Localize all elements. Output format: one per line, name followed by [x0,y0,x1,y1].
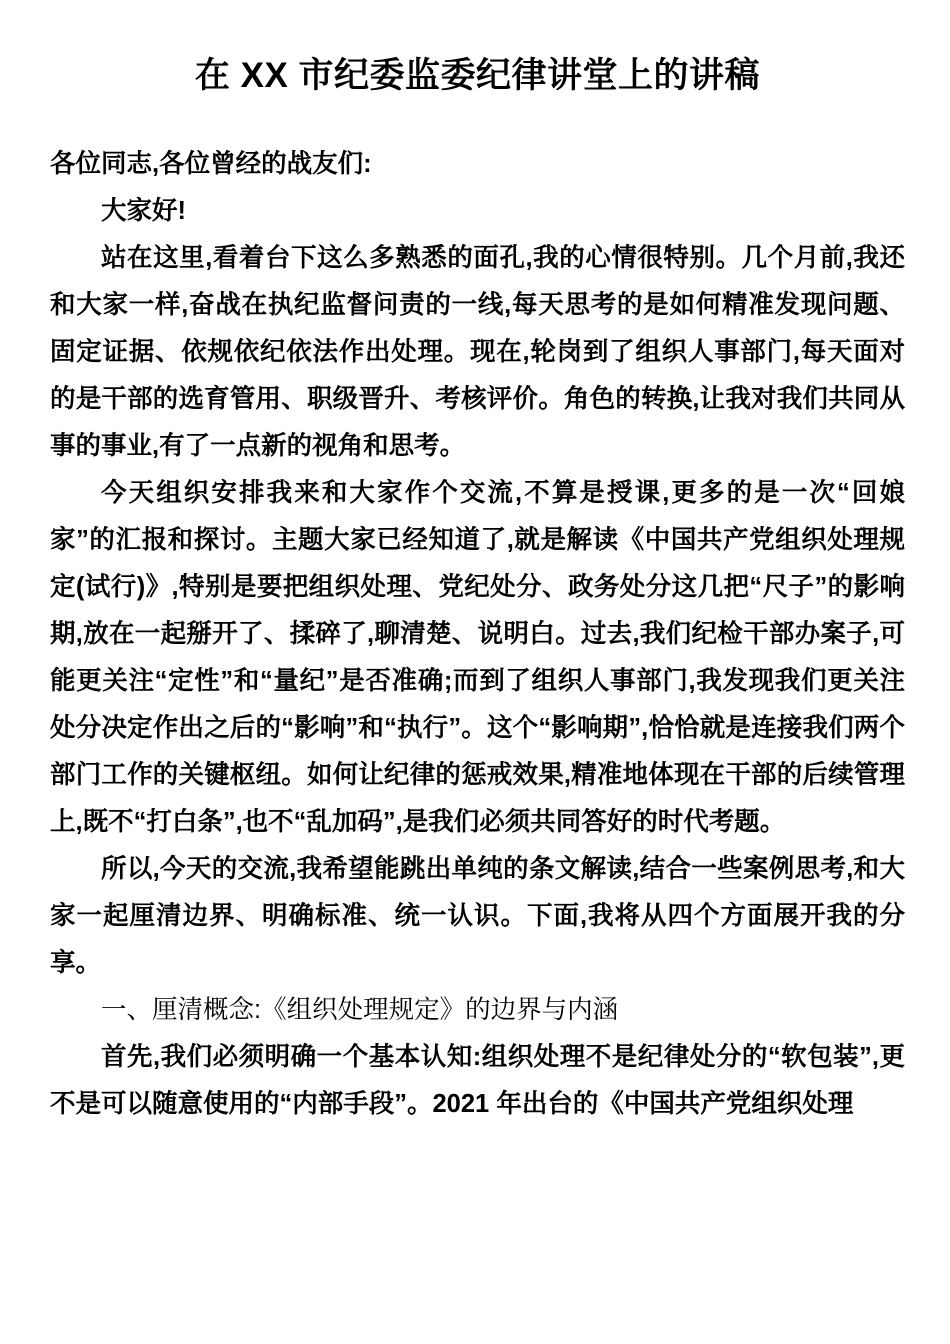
page-title: 在 XX 市纪委监委纪律讲堂上的讲稿 [194,56,761,95]
paragraph-1: 站在这里,看着台下这么多熟悉的面孔,我的心情很特别。几个月前,我还和大家一样,奋战在执纪监督问责的一线,每天思考的是如何精准发现问题、固定证据、依规依纪依法作出处理。现在,轮岗到了组织人事部门,每天面对的是干部的选育管用、职级晋升、考核评价。角色的转换,让我对我们共同从事的事业,有了一点新的视角和思考。 [50,244,905,461]
section-heading-1: 一、厘清概念:《组织处理规定》的边界与内涵 [101,996,619,1025]
section-body-1: 首先,我们必须明确一个基本认知:组织处理不是纪律处分的“软包装”,更不是可以随意使用的“内部手段”。2021 年出台的《中国共产党组织处理 [50,1043,905,1119]
paragraph-2: 今天组织安排我来和大家作个交流,不算是授课,更多的是一次“回娘家”的汇报和探讨。主题大家已经知道了,就是解读《中国共产党组织处理规定(试行)》,特别是要把组织处理、党纪处分、政务处分这几把“尺子”的影响期,放在一起掰开了、揉碎了,聊清楚、说明白。过去,我们纪检干部办案子,可能更关注“定性”和“量纪”是否准确;而到了组织人事部门,我发现我们更关注处分决定作出之后的“影响”和“执行”。这个“影响期”,恰恰就是连接我们两个部门工作的关键枢纽。如何让纪律的惩戒效果,精准地体现在干部的后续管理上,既不“打白条”,也不“乱加码”,是我们必须共同答好的时代考题。 [50,479,905,837]
document-body [50,141,905,1128]
salutation-line: 各位同志,各位曾经的战友们: [50,150,372,179]
paragraph-3: 所以,今天的交流,我希望能跳出单纯的条文解读,结合一些案例思考,和大家一起厘清边界、明确标准、统一认识。下面,我将从四个方面展开我的分享。 [50,855,905,978]
greeting-line: 大家好! [101,197,186,226]
